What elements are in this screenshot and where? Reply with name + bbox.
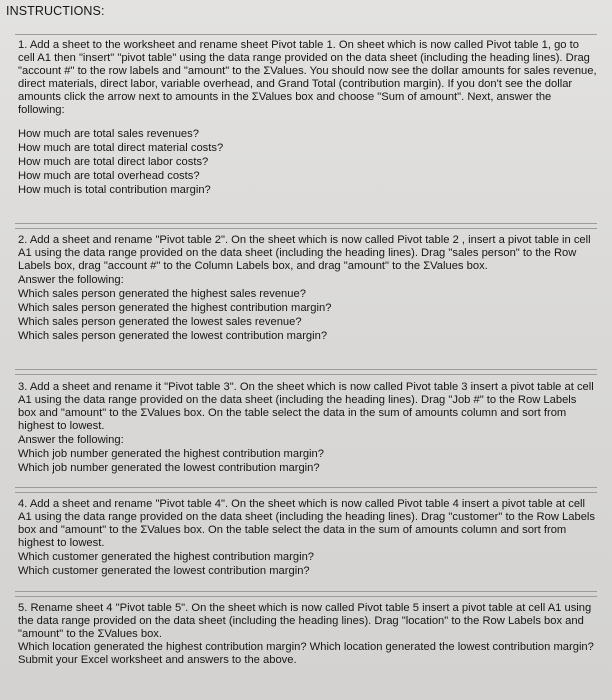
question-item: Which sales person generated the highest sales revenue? — [18, 288, 306, 300]
submit-note: Submit your Excel worksheet and answers to the above. — [18, 654, 297, 666]
question-list-4 — [18, 550, 597, 578]
question-item: Which sales person generated the lowest sales revenue? — [18, 316, 302, 328]
instruction-text-5: 5. Rename sheet 4 "Pivot table 5". On the sheet which is now called Pivot table 5 insert a pivot table at cell A1 using the data range provided on the data sheet (including the heading lines). Drag "location" to the Row Labels box and "amount" to the ΣValues box. — [18, 602, 592, 640]
instruction-text-1: 1. Add a sheet to the worksheet and rename sheet Pivot table 1. On sheet which is now called Pivot table 1, go to cell A1 then "insert" "pivot table" using the data range provided on the data sheet (including the heading lines). Drag "account #" to the row labels and "amount" to the ΣValues. You should now see the dollar amounts for sales revenue, direct materials, direct labor, variable overhead, and Grand Total (contribution margin). If you don't see the dollar amounts click the arrow next to amounts in the ΣValues box and choose "Sum of amount". Next, answer the following: — [18, 39, 597, 116]
instruction-section-2 — [15, 228, 597, 370]
instruction-section-4 — [15, 492, 597, 592]
instruction-text-3: 3. Add a sheet and rename it "Pivot table 3". On the sheet which is now called Pivot table 3 insert a pivot table at cell A1 using the data range provided on the data sheet (including the heading lines). Drag "Job #" to the Row Labels box and "amount" to the ΣValues box. On the table select the data in the sum of amounts column and sort from highest to lowest. — [18, 381, 594, 432]
question-item: How much are total sales revenues? — [18, 128, 199, 140]
question-item: How much are total direct labor costs? — [18, 156, 209, 168]
page-heading: INSTRUCTIONS: — [6, 4, 105, 18]
instruction-text-4: 4. Add a sheet and rename "Pivot table 4". On the sheet which is now called Pivot table 4 insert a pivot table at cell A1 using the data range provided on the data sheet (including the heading lines). Drag "customer" to the Row Labels box and "amount" to the ΣValues box. On the table select the data in the sum of amounts column and sort from highest to lowest. — [18, 498, 596, 549]
question-item: Which sales person generated the highest contribution margin? — [18, 302, 332, 314]
answer-label: Answer the following: — [18, 274, 124, 286]
instruction-section-5 — [15, 596, 597, 700]
question-list-3 — [18, 433, 597, 475]
question-item: Which customer generated the highest contribution margin? — [18, 551, 315, 563]
question-line-5: Which location generated the highest contribution margin? Which location generated the lowest contribution margin? — [18, 641, 594, 653]
question-item: How much are total direct material costs? — [18, 142, 224, 154]
question-list-2 — [18, 273, 597, 343]
question-item: Which job number generated the highest contribution margin? — [18, 448, 324, 460]
question-item: Which customer generated the lowest contribution margin? — [18, 565, 310, 577]
question-item: Which sales person generated the lowest contribution margin? — [18, 330, 328, 342]
instruction-section-1 — [15, 34, 597, 224]
answer-label: Answer the following: — [18, 434, 124, 446]
instruction-text-2: 2. Add a sheet and rename "Pivot table 2". On the sheet which is now called Pivot table 2 , insert a pivot table in cell A1 using the data range provided on the data sheet (including the heading lines). Drag "sales person" to the Row Labels box, drag "account #" to the Column Labels box, and drag "amount" to the ΣValues box. — [18, 234, 591, 272]
instruction-section-3 — [15, 374, 597, 488]
question-list-1 — [18, 127, 597, 197]
question-item: How much is total contribution margin? — [18, 184, 211, 196]
question-item: Which job number generated the lowest contribution margin? — [18, 462, 320, 474]
question-item: How much are total overhead costs? — [18, 170, 200, 182]
